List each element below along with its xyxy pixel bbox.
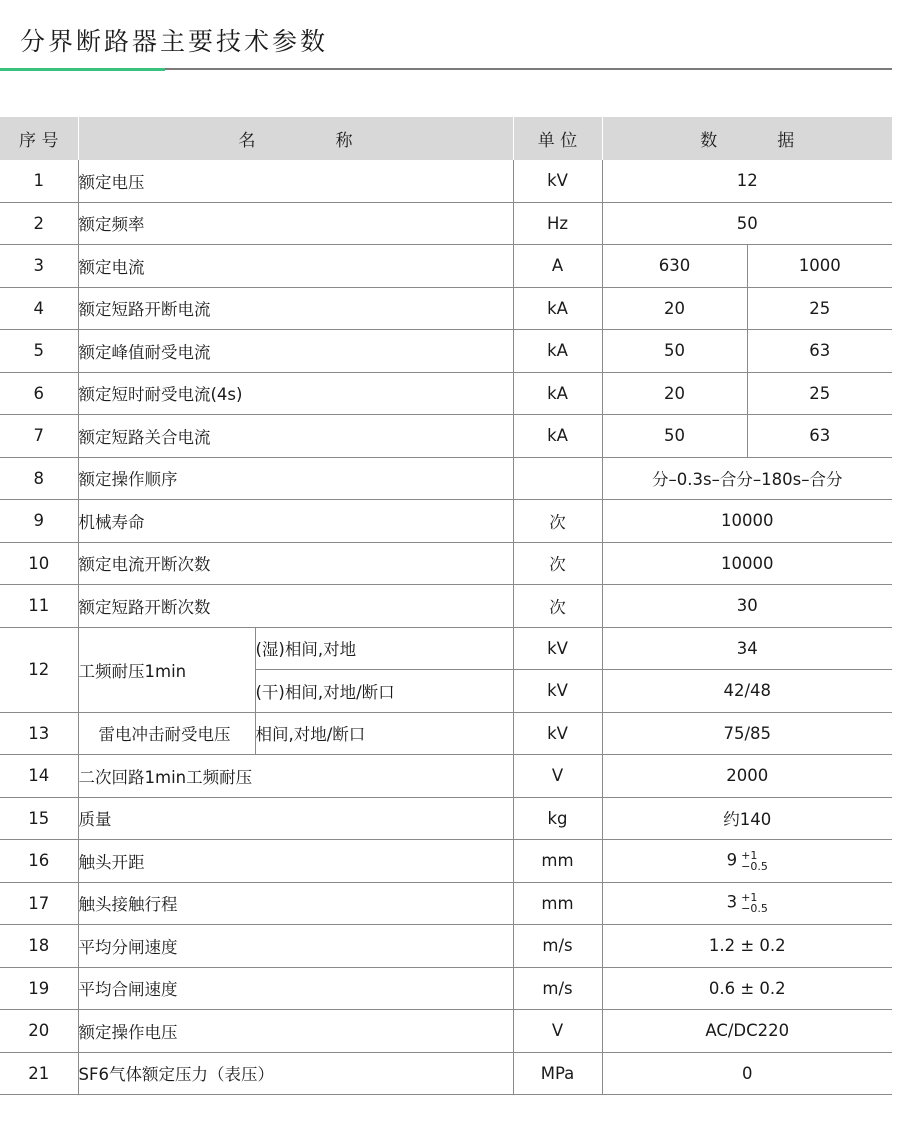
row-value: 约140 xyxy=(602,797,892,840)
row-value-630a: 20 xyxy=(602,372,747,415)
table-row xyxy=(0,330,892,373)
row-unit: V xyxy=(513,1010,602,1053)
row-unit: A xyxy=(513,245,602,288)
row-unit: 次 xyxy=(513,585,602,628)
header-data-a: 数 xyxy=(700,131,718,151)
row-subname-wet: (湿)相间,对地 xyxy=(255,627,513,670)
row-unit: kV xyxy=(513,670,602,713)
row-unit: kV xyxy=(513,712,602,755)
row-value: 1.2 ± 0.2 xyxy=(602,925,892,968)
row-name: 二次回路1min工频耐压 xyxy=(78,755,513,798)
row-name: 质量 xyxy=(78,797,513,840)
row-unit: kA xyxy=(513,287,602,330)
row-value: 75/85 xyxy=(602,712,892,755)
row-unit: 次 xyxy=(513,500,602,543)
row-no: 20 xyxy=(0,1010,78,1053)
table-row xyxy=(0,925,892,968)
table-row xyxy=(0,712,892,755)
table-row xyxy=(0,627,892,670)
row-name: 额定电压 xyxy=(78,160,513,202)
table-header-row xyxy=(0,117,892,160)
title-accent-bar xyxy=(0,68,165,71)
row-name: 平均合闸速度 xyxy=(78,967,513,1010)
row-no: 16 xyxy=(0,840,78,883)
table-row xyxy=(0,372,892,415)
tolerance xyxy=(741,892,768,914)
row-no: 14 xyxy=(0,755,78,798)
row-unit: kV xyxy=(513,160,602,202)
row-name: 触头开距 xyxy=(78,840,513,883)
header-data-b: 据 xyxy=(777,131,795,151)
row-value: 10000 xyxy=(602,500,892,543)
row-no: 7 xyxy=(0,415,78,458)
row-name: 额定短路开断电流 xyxy=(78,287,513,330)
row-no: 11 xyxy=(0,585,78,628)
table-row xyxy=(0,245,892,288)
row-value: 50 xyxy=(602,202,892,245)
table-row xyxy=(0,1052,892,1095)
row-unit: kV xyxy=(513,627,602,670)
row-unit: V xyxy=(513,755,602,798)
row-no: 9 xyxy=(0,500,78,543)
row-unit: kA xyxy=(513,330,602,373)
row-value: 0.6 ± 0.2 xyxy=(602,967,892,1010)
row-no: 12 xyxy=(0,627,78,712)
row-subname-dry: (干)相间,对地/断口 xyxy=(255,670,513,713)
row-name: 额定短路开断次数 xyxy=(78,585,513,628)
table-row xyxy=(0,202,892,245)
spec-table xyxy=(0,117,892,1095)
row-value-630a: 50 xyxy=(602,415,747,458)
row-no: 2 xyxy=(0,202,78,245)
header-unit: 单 位 xyxy=(513,117,602,160)
row-no: 8 xyxy=(0,457,78,500)
row-name: 额定电流开断次数 xyxy=(78,542,513,585)
row-value: AC/DC220 xyxy=(602,1010,892,1053)
row-unit: mm xyxy=(513,840,602,883)
row-name: SF6气体额定压力（表压） xyxy=(78,1052,513,1095)
value-main: 9 xyxy=(726,850,738,870)
row-value-1000a: 63 xyxy=(747,330,892,373)
table-row xyxy=(0,797,892,840)
table-row xyxy=(0,840,892,883)
row-value: 10000 xyxy=(602,542,892,585)
row-name: 额定峰值耐受电流 xyxy=(78,330,513,373)
table-row xyxy=(0,500,892,543)
row-no: 1 xyxy=(0,160,78,202)
header-name-b: 称 xyxy=(335,131,353,151)
row-unit: kg xyxy=(513,797,602,840)
row-value: 12 xyxy=(602,160,892,202)
row-name: 触头接触行程 xyxy=(78,882,513,925)
header-name-a: 名 xyxy=(238,131,256,151)
row-name: 额定操作顺序 xyxy=(78,457,513,500)
row-no: 4 xyxy=(0,287,78,330)
row-no: 10 xyxy=(0,542,78,585)
row-no: 21 xyxy=(0,1052,78,1095)
row-unit: MPa xyxy=(513,1052,602,1095)
row-no: 3 xyxy=(0,245,78,288)
row-name: 额定短时耐受电流(4s) xyxy=(78,372,513,415)
row-name: 平均分闸速度 xyxy=(78,925,513,968)
row-value: 34 xyxy=(602,627,892,670)
table-row xyxy=(0,585,892,628)
row-name: 雷电冲击耐受电压 xyxy=(78,712,255,755)
row-value-1000a: 1000 xyxy=(747,245,892,288)
row-unit: mm xyxy=(513,882,602,925)
table-row xyxy=(0,755,892,798)
row-no: 13 xyxy=(0,712,78,755)
row-no: 6 xyxy=(0,372,78,415)
table-row xyxy=(0,457,892,500)
row-value: 分–0.3s–合分–180s–合分 xyxy=(602,457,892,500)
header-name xyxy=(78,117,513,160)
row-value: 30 xyxy=(602,585,892,628)
header-no: 序 号 xyxy=(0,117,78,160)
row-no: 15 xyxy=(0,797,78,840)
tolerance-upper: +1 xyxy=(741,891,758,905)
row-no: 18 xyxy=(0,925,78,968)
row-value: 2000 xyxy=(602,755,892,798)
row-value: 42/48 xyxy=(602,670,892,713)
row-value xyxy=(602,840,892,883)
row-value: 0 xyxy=(602,1052,892,1095)
row-unit: m/s xyxy=(513,925,602,968)
row-no: 19 xyxy=(0,967,78,1010)
row-value-1000a: 25 xyxy=(747,287,892,330)
row-unit: Hz xyxy=(513,202,602,245)
row-value-630a: 630 xyxy=(602,245,747,288)
table-row xyxy=(0,415,892,458)
row-value xyxy=(602,882,892,925)
tolerance-upper: +1 xyxy=(741,848,758,862)
row-name: 额定短路关合电流 xyxy=(78,415,513,458)
header-data xyxy=(602,117,892,160)
row-value-630a: 50 xyxy=(602,330,747,373)
row-name: 额定操作电压 xyxy=(78,1010,513,1053)
row-no: 5 xyxy=(0,330,78,373)
table-row xyxy=(0,160,892,202)
row-unit: m/s xyxy=(513,967,602,1010)
row-subname: 相间,对地/断口 xyxy=(255,712,513,755)
row-unit xyxy=(513,457,602,500)
table-row xyxy=(0,542,892,585)
row-value-1000a: 25 xyxy=(747,372,892,415)
value-main: 3 xyxy=(726,892,738,912)
row-no: 17 xyxy=(0,882,78,925)
table-row xyxy=(0,882,892,925)
table-row xyxy=(0,1010,892,1053)
row-value-630a: 20 xyxy=(602,287,747,330)
row-name: 额定电流 xyxy=(78,245,513,288)
tolerance xyxy=(741,850,768,872)
row-name: 机械寿命 xyxy=(78,500,513,543)
row-unit: 次 xyxy=(513,542,602,585)
row-unit: kA xyxy=(513,415,602,458)
table-row xyxy=(0,287,892,330)
row-name: 工频耐压1min xyxy=(78,627,255,712)
row-value-1000a: 63 xyxy=(747,415,892,458)
table-row xyxy=(0,967,892,1010)
tolerance-lower: −0.5 xyxy=(741,859,768,873)
tolerance-lower: −0.5 xyxy=(741,902,768,916)
page-title: 分界断路器主要技术参数 xyxy=(20,27,329,56)
row-unit: kA xyxy=(513,372,602,415)
row-name: 额定频率 xyxy=(78,202,513,245)
